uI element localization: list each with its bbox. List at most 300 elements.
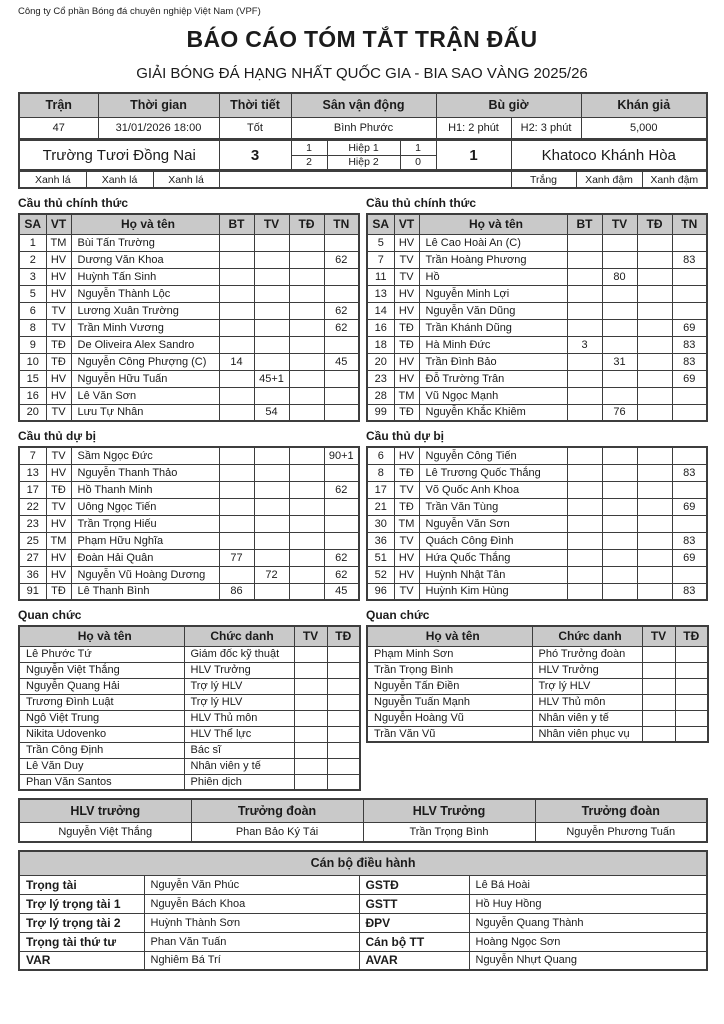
- cell: [289, 353, 324, 370]
- official-row: [19, 678, 360, 694]
- home-starters-heading: Cầu thủ chính thức: [18, 196, 129, 210]
- cell: Chức danh: [532, 626, 642, 646]
- cell: [602, 234, 637, 251]
- cell: 45: [324, 583, 359, 600]
- player-row: [19, 464, 359, 481]
- cell: SA: [367, 214, 394, 234]
- official-row: [367, 694, 708, 710]
- cell: [637, 387, 672, 404]
- cell: 18: [367, 336, 394, 353]
- cell: [602, 370, 637, 387]
- cell: [294, 774, 327, 790]
- cell: HV: [394, 353, 419, 370]
- cell: 62: [324, 549, 359, 566]
- player-row: [19, 268, 359, 285]
- cell: Nguyễn Khắc Khiêm: [419, 404, 567, 421]
- weather-label: Thời tiết: [219, 93, 291, 117]
- cell: 3: [567, 336, 602, 353]
- cell: [637, 583, 672, 600]
- match-info-table: [18, 92, 708, 140]
- cell: Trần Trọng Bình: [367, 662, 532, 678]
- cell: [254, 319, 289, 336]
- cell: Họ và tên: [419, 214, 567, 234]
- player-row: [19, 387, 359, 404]
- cell: TV: [254, 214, 289, 234]
- cell: [672, 234, 707, 251]
- cell: 25: [19, 532, 46, 549]
- cell: [219, 515, 254, 532]
- cell: TV: [46, 302, 71, 319]
- cell: [289, 498, 324, 515]
- cell: 11: [367, 268, 394, 285]
- cell: [672, 404, 707, 421]
- cell: 20: [367, 353, 394, 370]
- cell: [327, 662, 360, 678]
- cell: 16: [367, 319, 394, 336]
- player-row: [367, 387, 707, 404]
- cell: 86: [219, 583, 254, 600]
- cell: [324, 532, 359, 549]
- cell: TV: [394, 532, 419, 549]
- player-row: [367, 285, 707, 302]
- cell: [254, 481, 289, 498]
- cell: [289, 387, 324, 404]
- home-subs-table: [18, 446, 360, 601]
- cell: 2: [19, 251, 46, 268]
- cell: HV: [46, 464, 71, 481]
- cell: 69: [672, 498, 707, 515]
- player-row: [19, 447, 359, 464]
- cell: Sầm Ngọc Đức: [71, 447, 219, 464]
- cell: 10: [19, 353, 46, 370]
- cell: TV: [602, 214, 637, 234]
- cell: TĐ: [46, 481, 71, 498]
- cell: Họ và tên: [19, 626, 184, 646]
- cell: 83: [672, 336, 707, 353]
- player-header-row: [19, 214, 359, 234]
- cell: [324, 234, 359, 251]
- cell: [254, 583, 289, 600]
- added-time-h2-value: H2: 3 phút: [511, 117, 581, 139]
- executives-banner-row: [19, 851, 707, 875]
- cell: HLV Thể lực: [184, 726, 294, 742]
- cell: [327, 646, 360, 662]
- cell: 6: [19, 302, 46, 319]
- cell: Huỳnh Nhật Tân: [419, 566, 567, 583]
- cell: Cán bộ TT: [359, 932, 469, 951]
- cell: [219, 447, 254, 464]
- cell: Nguyễn Công Phượng (C): [71, 353, 219, 370]
- cell: Nhân viên y tế: [184, 758, 294, 774]
- cell: 30: [367, 515, 394, 532]
- cell: Trợ lý HLV: [184, 694, 294, 710]
- cell: [289, 549, 324, 566]
- cell: 83: [672, 353, 707, 370]
- home-team-leader-label: Trưởng đoàn: [191, 799, 363, 822]
- cell: [602, 251, 637, 268]
- executive-row: [19, 951, 707, 970]
- match-number-value: 47: [19, 117, 98, 139]
- coaches-value-row: [19, 822, 707, 842]
- cell: Giám đốc kỹ thuật: [184, 646, 294, 662]
- away-kit-color-3: Xanh đậm: [642, 171, 707, 188]
- cell: 20: [19, 404, 46, 421]
- cell: [327, 758, 360, 774]
- stadium-value: Bình Phước: [291, 117, 436, 139]
- cell: Võ Quốc Anh Khoa: [419, 481, 567, 498]
- cell: 62: [324, 251, 359, 268]
- cell: Nguyễn Nhựt Quang: [469, 951, 707, 970]
- cell: [672, 515, 707, 532]
- cell: Bùi Tấn Trường: [71, 234, 219, 251]
- cell: [254, 285, 289, 302]
- away-officials-heading: Quan chức: [366, 608, 430, 622]
- page-subtitle: GIẢI BÓNG ĐÁ HẠNG NHẤT QUỐC GIA - BIA SAO VÀNG 2025/26: [136, 65, 588, 82]
- cell: [254, 353, 289, 370]
- cell: [289, 285, 324, 302]
- player-row: [367, 370, 707, 387]
- cell: [567, 353, 602, 370]
- away-subs-table: [366, 446, 708, 601]
- cell: 52: [367, 566, 394, 583]
- cell: 15: [19, 370, 46, 387]
- added-time-label: Bù giờ: [436, 93, 581, 117]
- cell: [289, 404, 324, 421]
- cell: Bác sĩ: [184, 742, 294, 758]
- cell: Nhân viên phục vụ: [532, 726, 642, 742]
- cell: [219, 319, 254, 336]
- cell: Nhân viên y tế: [532, 710, 642, 726]
- cell: Nguyễn Văn Sơn: [419, 515, 567, 532]
- cell: [324, 498, 359, 515]
- cell: 45+1: [254, 370, 289, 387]
- cell: 6: [367, 447, 394, 464]
- cell: Quách Công Đình: [419, 532, 567, 549]
- cell: [219, 268, 254, 285]
- cell: [672, 481, 707, 498]
- cell: 31: [602, 353, 637, 370]
- cell: [637, 268, 672, 285]
- cell: [219, 251, 254, 268]
- cell: [637, 234, 672, 251]
- cell: [567, 404, 602, 421]
- cell: 13: [367, 285, 394, 302]
- cell: 36: [19, 566, 46, 583]
- cell: Trần Trọng Hiếu: [71, 515, 219, 532]
- official-row: [19, 742, 360, 758]
- cell: 45: [324, 353, 359, 370]
- cell: TĐ: [394, 404, 419, 421]
- cell: TV: [46, 447, 71, 464]
- cell: 9: [19, 336, 46, 353]
- cell: 72: [254, 566, 289, 583]
- cell: [327, 710, 360, 726]
- cell: [254, 498, 289, 515]
- cell: [602, 481, 637, 498]
- cell: HV: [46, 285, 71, 302]
- cell: Nguyễn Vũ Hoàng Dương: [71, 566, 219, 583]
- cell: Nguyễn Tấn Điền: [367, 678, 532, 694]
- cell: 21: [367, 498, 394, 515]
- cell: Trần Đình Bảo: [419, 353, 567, 370]
- player-row: [19, 549, 359, 566]
- cell: Huỳnh Kim Hùng: [419, 583, 567, 600]
- home-officials-table: [18, 625, 361, 791]
- cell: TĐ: [394, 498, 419, 515]
- player-row: [367, 481, 707, 498]
- cell: 5: [367, 234, 394, 251]
- away-starters-heading: Cầu thủ chính thức: [366, 196, 477, 210]
- cell: Đỗ Trường Trân: [419, 370, 567, 387]
- cell: 27: [19, 549, 46, 566]
- cell: AVAR: [359, 951, 469, 970]
- home-starters-table: [18, 213, 360, 422]
- cell: HV: [46, 387, 71, 404]
- cell: Hồ: [419, 268, 567, 285]
- player-row: [19, 285, 359, 302]
- cell: Lương Xuân Trường: [71, 302, 219, 319]
- cell: TĐ: [394, 319, 419, 336]
- coaches-leaders-table: [18, 798, 708, 843]
- cell: [602, 532, 637, 549]
- cell: 8: [367, 464, 394, 481]
- cell: [219, 234, 254, 251]
- cell: TĐ: [394, 336, 419, 353]
- cell: Phó Trưởng đoàn: [532, 646, 642, 662]
- attendance-label: Khán giả: [581, 93, 707, 117]
- kit-colors-table: [18, 170, 708, 189]
- player-row: [19, 336, 359, 353]
- cell: 62: [324, 319, 359, 336]
- cell: Trọng tài: [19, 875, 144, 894]
- cell: HLV Thủ môn: [184, 710, 294, 726]
- cell: [289, 464, 324, 481]
- cell: BT: [219, 214, 254, 234]
- cell: [672, 447, 707, 464]
- cell: Trần Minh Vương: [71, 319, 219, 336]
- cell: [675, 662, 708, 678]
- cell: Nguyễn Tuấn Mạnh: [367, 694, 532, 710]
- cell: [289, 532, 324, 549]
- cell: Trợ lý HLV: [532, 678, 642, 694]
- cell: TĐ: [46, 336, 71, 353]
- cell: [219, 336, 254, 353]
- cell: TM: [394, 515, 419, 532]
- cell: 69: [672, 549, 707, 566]
- cell: VAR: [19, 951, 144, 970]
- cell: [294, 742, 327, 758]
- player-row: [19, 370, 359, 387]
- cell: [637, 447, 672, 464]
- cell: Trợ lý trọng tài 1: [19, 894, 144, 913]
- cell: [254, 268, 289, 285]
- cell: [637, 566, 672, 583]
- away-kit-color-1: Trắng: [511, 171, 576, 188]
- cell: [637, 353, 672, 370]
- cell: HV: [394, 302, 419, 319]
- home-kit-color-3: Xanh lá: [153, 171, 219, 188]
- cell: [219, 464, 254, 481]
- cell: Nguyễn Minh Lợi: [419, 285, 567, 302]
- cell: [672, 285, 707, 302]
- home-kit-color-2: Xanh lá: [86, 171, 153, 188]
- cell: Hà Minh Đức: [419, 336, 567, 353]
- cell: [637, 532, 672, 549]
- cell: 76: [602, 404, 637, 421]
- cell: Đoàn Hải Quân: [71, 549, 219, 566]
- cell: Lê Thanh Bình: [71, 583, 219, 600]
- cell: [219, 285, 254, 302]
- team-columns: [18, 189, 706, 791]
- cell: [254, 549, 289, 566]
- half2-home-score: 2: [291, 155, 327, 170]
- cell: HV: [394, 370, 419, 387]
- cell: [567, 268, 602, 285]
- cell: [327, 774, 360, 790]
- cell: [567, 464, 602, 481]
- cell: [602, 549, 637, 566]
- cell: 23: [19, 515, 46, 532]
- cell: TN: [672, 214, 707, 234]
- official-row: [19, 694, 360, 710]
- player-row: [19, 532, 359, 549]
- cell: HV: [394, 234, 419, 251]
- cell: [602, 447, 637, 464]
- cell: 5: [19, 285, 46, 302]
- cell: 80: [602, 268, 637, 285]
- cell: [675, 646, 708, 662]
- cell: [567, 583, 602, 600]
- cell: Ngô Việt Trung: [19, 710, 184, 726]
- cell: [602, 464, 637, 481]
- cell: [289, 447, 324, 464]
- player-row: [367, 268, 707, 285]
- cell: [289, 566, 324, 583]
- cell: 3: [19, 268, 46, 285]
- official-row: [19, 646, 360, 662]
- away-kit-color-2: Xanh đậm: [576, 171, 642, 188]
- cell: 83: [672, 251, 707, 268]
- official-row: [367, 678, 708, 694]
- cell: Lê Cao Hoài An (C): [419, 234, 567, 251]
- cell: HLV Thủ môn: [532, 694, 642, 710]
- cell: [219, 404, 254, 421]
- cell: [219, 498, 254, 515]
- executive-row: [19, 894, 707, 913]
- player-header-row: [367, 214, 707, 234]
- cell: Lê Văn Duy: [19, 758, 184, 774]
- cell: Trần Công Định: [19, 742, 184, 758]
- player-row: [367, 353, 707, 370]
- player-row: [19, 319, 359, 336]
- cell: [294, 710, 327, 726]
- cell: HLV Trưởng: [184, 662, 294, 678]
- cell: TĐ: [289, 214, 324, 234]
- cell: HV: [46, 268, 71, 285]
- player-row: [367, 583, 707, 600]
- cell: Huỳnh Thành Sơn: [144, 913, 359, 932]
- cell: 36: [367, 532, 394, 549]
- cell: HLV Trưởng: [532, 662, 642, 678]
- cell: Trần Hoàng Phương: [419, 251, 567, 268]
- away-starters-table: [366, 213, 708, 422]
- cell: [642, 662, 675, 678]
- cell: [637, 336, 672, 353]
- cell: Nguyễn Công Tiến: [419, 447, 567, 464]
- official-row: [367, 662, 708, 678]
- cell: Trợ lý HLV: [184, 678, 294, 694]
- cell: [254, 532, 289, 549]
- cell: [637, 319, 672, 336]
- executive-row: [19, 875, 707, 894]
- cell: [602, 515, 637, 532]
- cell: 69: [672, 319, 707, 336]
- cell: [254, 387, 289, 404]
- player-row: [367, 319, 707, 336]
- cell: HV: [46, 515, 71, 532]
- cell: Phan Văn Tuấn: [144, 932, 359, 951]
- cell: Trợ lý trọng tài 2: [19, 913, 144, 932]
- cell: [254, 447, 289, 464]
- time-label: Thời gian: [98, 93, 219, 117]
- home-officials-heading: Quan chức: [18, 608, 82, 622]
- away-team-leader-label: Trưởng đoàn: [535, 799, 707, 822]
- cell: 62: [324, 302, 359, 319]
- cell: [289, 481, 324, 498]
- cell: [294, 726, 327, 742]
- company-name: Công ty Cổ phần Bóng đá chuyên nghiệp Việt Nam (VPF): [18, 6, 261, 17]
- cell: Nguyễn Hữu Tuấn: [71, 370, 219, 387]
- cell: [567, 481, 602, 498]
- cell: [567, 234, 602, 251]
- cell: [254, 515, 289, 532]
- cell: Nguyễn Thành Lộc: [71, 285, 219, 302]
- cell: GSTT: [359, 894, 469, 913]
- cell: 90+1: [324, 447, 359, 464]
- cell: Nguyễn Bách Khoa: [144, 894, 359, 913]
- official-header-row: [367, 626, 708, 646]
- away-head-coach-label: HLV Trưởng: [363, 799, 535, 822]
- half2-away-score: 0: [400, 155, 436, 170]
- match-info-header-row: [19, 93, 707, 117]
- cell: 96: [367, 583, 394, 600]
- cell: [567, 447, 602, 464]
- official-row: [19, 662, 360, 678]
- official-row: [367, 726, 708, 742]
- cell: TĐ: [394, 464, 419, 481]
- cell: TM: [394, 387, 419, 404]
- cell: HV: [46, 566, 71, 583]
- time-value: 31/01/2026 18:00: [98, 117, 219, 139]
- cell: [672, 566, 707, 583]
- cell: Họ và tên: [367, 626, 532, 646]
- executives-banner: Cán bộ điều hành: [19, 851, 707, 875]
- cell: SA: [19, 214, 46, 234]
- cell: Họ và tên: [71, 214, 219, 234]
- cell: [294, 694, 327, 710]
- cell: VT: [394, 214, 419, 234]
- cell: [637, 481, 672, 498]
- executive-row: [19, 913, 707, 932]
- cell: [602, 302, 637, 319]
- home-score: 3: [219, 140, 291, 170]
- cell: TV: [394, 268, 419, 285]
- cell: HV: [394, 447, 419, 464]
- cell: TN: [324, 214, 359, 234]
- cell: [254, 464, 289, 481]
- cell: 54: [254, 404, 289, 421]
- cell: [602, 285, 637, 302]
